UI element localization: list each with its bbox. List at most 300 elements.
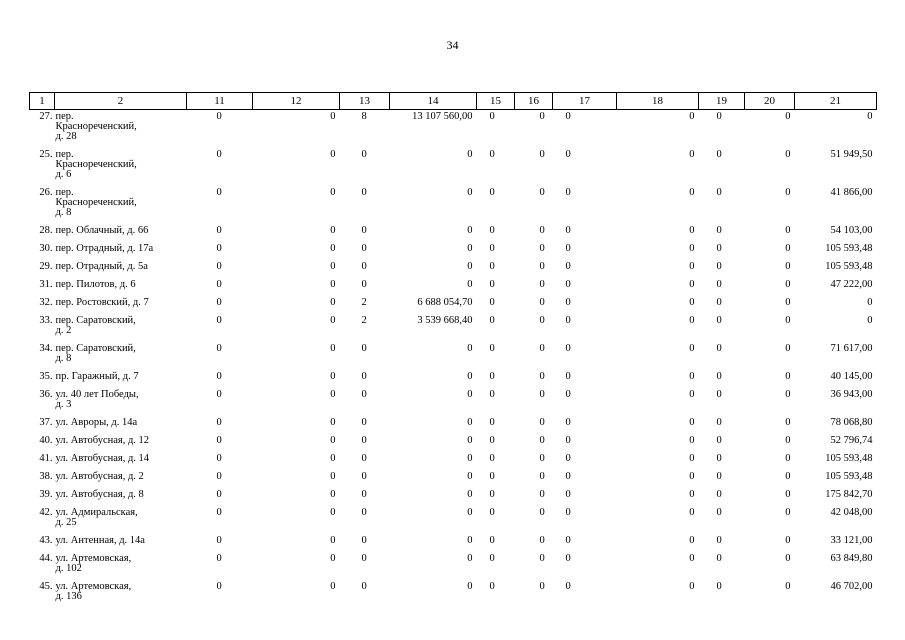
value-cell-16: 0 — [539, 416, 545, 428]
header-row — [30, 93, 877, 110]
value-cell-20: 0 — [785, 242, 791, 254]
address-cell — [55, 370, 187, 388]
value-cell-19: 0 — [716, 314, 722, 326]
value-cell-14: 0 — [467, 506, 473, 518]
column-header: 15 — [477, 93, 515, 110]
address-line: Краснореченский, — [55, 196, 137, 208]
value-cell-16: 0 — [539, 580, 545, 592]
value-cell-17: 0 — [565, 534, 571, 546]
value-cell-21: 52 796,74 — [830, 434, 873, 446]
value-cell-19: 0 — [716, 534, 722, 546]
address-line: д. 28 — [55, 131, 77, 142]
value-cell-19: 0 — [716, 370, 722, 382]
value-cell-20: 0 — [785, 388, 791, 400]
table-row — [30, 370, 877, 388]
value-cell-20: 0 — [785, 148, 791, 160]
address-line: д. 25 — [55, 516, 77, 528]
value-cell-12: 0 — [330, 278, 336, 290]
address-line: ул. Автобусная, д. 14 — [55, 452, 150, 464]
value-cell-21: 63 849,80 — [830, 552, 873, 564]
value-cell-21: 0 — [867, 314, 873, 326]
value-cell-12: 0 — [330, 242, 336, 254]
value-cell-18: 0 — [689, 186, 695, 198]
address-line: ул. Автобусная, д. 2 — [55, 470, 144, 482]
value-cell-18: 0 — [689, 470, 695, 482]
value-cell-20: 0 — [785, 224, 791, 236]
value-cell-14: 0 — [467, 224, 473, 236]
address-line: пер. Саратовский, — [55, 342, 136, 354]
value-cell-20: 0 — [785, 580, 791, 592]
value-cell-11: 0 — [216, 342, 222, 354]
address-line: пер. Пилотов, д. 6 — [55, 278, 136, 290]
value-cell-14: 0 — [467, 488, 473, 500]
column-header: 18 — [617, 93, 699, 110]
table-row — [30, 488, 877, 506]
address-line: пер. — [55, 186, 74, 198]
value-cell-19: 0 — [716, 388, 722, 400]
value-cell-14: 0 — [467, 416, 473, 428]
address-line: Краснореченский, — [55, 158, 137, 170]
value-cell-12: 0 — [330, 452, 336, 464]
value-cell-20: 0 — [785, 342, 791, 354]
row-number: 42. — [39, 506, 53, 518]
value-cell-15: 0 — [489, 111, 495, 122]
value-cell-16: 0 — [539, 434, 545, 446]
value-cell-15: 0 — [489, 296, 495, 308]
value-cell-16: 0 — [539, 260, 545, 272]
value-cell-14: 13 107 560,00 — [412, 111, 473, 122]
address-line: пер. Саратовский, — [55, 314, 136, 326]
address-line: ул. 40 лет Победы, — [55, 388, 139, 400]
value-cell-16: 0 — [539, 186, 545, 198]
value-cell-11: 0 — [216, 434, 222, 446]
value-cell-20: 0 — [785, 314, 791, 326]
value-cell-14: 0 — [467, 370, 473, 382]
address-line: ул. Автобусная, д. 8 — [55, 488, 144, 500]
value-cell-18: 0 — [689, 260, 695, 272]
value-cell-15: 0 — [489, 434, 495, 446]
value-cell-11: 0 — [216, 296, 222, 308]
address-cell — [55, 552, 187, 580]
value-cell-13: 2 — [361, 314, 367, 326]
row-number: 33. — [39, 314, 53, 326]
value-cell-20: 0 — [785, 370, 791, 382]
value-cell-15: 0 — [489, 488, 495, 500]
value-cell-18: 0 — [689, 534, 695, 546]
value-cell-11: 0 — [216, 506, 222, 518]
value-cell-14: 0 — [467, 186, 473, 198]
value-cell-17: 0 — [565, 242, 571, 254]
value-cell-13: 0 — [361, 452, 367, 464]
data-table — [29, 92, 877, 608]
table-row — [30, 342, 877, 370]
table-row — [30, 186, 877, 224]
address-cell — [55, 110, 187, 148]
table-row — [30, 110, 877, 148]
value-cell-11: 0 — [216, 111, 222, 122]
address-line: д. 2 — [55, 324, 72, 336]
value-cell-14: 0 — [467, 242, 473, 254]
table-row — [30, 388, 877, 416]
value-cell-17: 0 — [565, 488, 571, 500]
value-cell-14: 0 — [467, 388, 473, 400]
value-cell-14: 0 — [467, 580, 473, 592]
value-cell-11: 0 — [216, 186, 222, 198]
row-number: 45. — [39, 580, 53, 592]
value-cell-13: 0 — [361, 278, 367, 290]
value-cell-18: 0 — [689, 488, 695, 500]
value-cell-17: 0 — [565, 224, 571, 236]
value-cell-17: 0 — [565, 370, 571, 382]
table-row — [30, 242, 877, 260]
address-cell — [55, 434, 187, 452]
value-cell-17: 0 — [565, 470, 571, 482]
value-cell-11: 0 — [216, 370, 222, 382]
value-cell-11: 0 — [216, 242, 222, 254]
value-cell-15: 0 — [489, 148, 495, 160]
value-cell-16: 0 — [539, 534, 545, 546]
value-cell-17: 0 — [565, 296, 571, 308]
address-line: пер. Отрадный, д. 17а — [55, 242, 154, 254]
value-cell-12: 0 — [330, 580, 336, 592]
value-cell-18: 0 — [689, 452, 695, 464]
value-cell-11: 0 — [216, 260, 222, 272]
value-cell-19: 0 — [716, 242, 722, 254]
value-cell-16: 0 — [539, 552, 545, 564]
value-cell-16: 0 — [539, 242, 545, 254]
row-number: 44. — [39, 552, 53, 564]
address-line: д. 3 — [55, 398, 72, 410]
value-cell-18: 0 — [689, 434, 695, 446]
value-cell-15: 0 — [489, 186, 495, 198]
column-header: 12 — [253, 93, 340, 110]
value-cell-20: 0 — [785, 296, 791, 308]
value-cell-21: 105 593,48 — [825, 260, 873, 272]
column-header: 13 — [340, 93, 390, 110]
address-cell — [55, 342, 187, 370]
value-cell-21: 47 222,00 — [830, 278, 873, 290]
value-cell-15: 0 — [489, 242, 495, 254]
address-cell — [55, 186, 187, 224]
value-cell-17: 0 — [565, 506, 571, 518]
column-header: 11 — [187, 93, 253, 110]
value-cell-19: 0 — [716, 470, 722, 482]
value-cell-16: 0 — [539, 506, 545, 518]
column-header: 20 — [745, 93, 795, 110]
value-cell-15: 0 — [489, 342, 495, 354]
row-number: 32. — [39, 296, 53, 308]
value-cell-11: 0 — [216, 416, 222, 428]
value-cell-21: 33 121,00 — [830, 534, 873, 546]
address-line: ул. Артемовская, — [55, 552, 132, 564]
table-row — [30, 580, 877, 608]
address-line: пер. Облачный, д. 66 — [55, 224, 149, 236]
value-cell-20: 0 — [785, 552, 791, 564]
table-body — [30, 110, 877, 608]
value-cell-14: 6 688 054,70 — [417, 296, 473, 308]
value-cell-17: 0 — [565, 148, 571, 160]
address-line: ул. Артемовская, — [55, 580, 132, 592]
value-cell-12: 0 — [330, 370, 336, 382]
address-line: пер. — [55, 148, 74, 160]
value-cell-19: 0 — [716, 434, 722, 446]
value-cell-20: 0 — [785, 260, 791, 272]
value-cell-13: 8 — [361, 111, 367, 122]
address-cell — [55, 452, 187, 470]
value-cell-16: 0 — [539, 296, 545, 308]
address-line: ул. Авроры, д. 14а — [55, 416, 138, 428]
value-cell-21: 105 593,48 — [825, 452, 873, 464]
value-cell-15: 0 — [489, 370, 495, 382]
value-cell-12: 0 — [330, 342, 336, 354]
value-cell-20: 0 — [785, 506, 791, 518]
value-cell-12: 0 — [330, 224, 336, 236]
row-number: 41. — [39, 452, 53, 464]
value-cell-19: 0 — [716, 278, 722, 290]
value-cell-13: 0 — [361, 580, 367, 592]
value-cell-15: 0 — [489, 534, 495, 546]
table-row — [30, 416, 877, 434]
value-cell-16: 0 — [539, 370, 545, 382]
value-cell-15: 0 — [489, 452, 495, 464]
table-row — [30, 260, 877, 278]
value-cell-19: 0 — [716, 148, 722, 160]
row-number: 30. — [39, 242, 53, 254]
value-cell-15: 0 — [489, 224, 495, 236]
value-cell-17: 0 — [565, 416, 571, 428]
value-cell-20: 0 — [785, 470, 791, 482]
value-cell-19: 0 — [716, 260, 722, 272]
value-cell-21: 54 103,00 — [830, 224, 873, 236]
value-cell-11: 0 — [216, 470, 222, 482]
column-header: 14 — [390, 93, 477, 110]
value-cell-11: 0 — [216, 488, 222, 500]
value-cell-17: 0 — [565, 278, 571, 290]
value-cell-11: 0 — [216, 388, 222, 400]
value-cell-13: 0 — [361, 242, 367, 254]
value-cell-17: 0 — [565, 434, 571, 446]
row-number: 39. — [39, 488, 53, 500]
value-cell-11: 0 — [216, 278, 222, 290]
value-cell-18: 0 — [689, 296, 695, 308]
address-cell — [55, 470, 187, 488]
address-line: д. 136 — [55, 590, 82, 602]
address-line: д. 8 — [55, 206, 72, 218]
value-cell-21: 42 048,00 — [830, 506, 873, 518]
value-cell-14: 0 — [467, 470, 473, 482]
row-number: 37. — [39, 416, 53, 428]
value-cell-16: 0 — [539, 224, 545, 236]
address-cell — [55, 296, 187, 314]
value-cell-14: 0 — [467, 552, 473, 564]
value-cell-13: 2 — [361, 296, 367, 308]
value-cell-18: 0 — [689, 552, 695, 564]
table-row — [30, 470, 877, 488]
value-cell-18: 0 — [689, 342, 695, 354]
address-line: д. 6 — [55, 168, 72, 180]
value-cell-21: 71 617,00 — [830, 342, 873, 354]
value-cell-20: 0 — [785, 111, 791, 122]
value-cell-11: 0 — [216, 580, 222, 592]
value-cell-16: 0 — [539, 452, 545, 464]
table-row — [30, 278, 877, 296]
value-cell-19: 0 — [716, 186, 722, 198]
table-row — [30, 506, 877, 534]
value-cell-16: 0 — [539, 314, 545, 326]
page-number: 34 — [446, 38, 459, 52]
value-cell-20: 0 — [785, 534, 791, 546]
row-number: 31. — [39, 278, 53, 290]
value-cell-21: 105 593,48 — [825, 470, 873, 482]
value-cell-19: 0 — [716, 488, 722, 500]
table-row — [30, 224, 877, 242]
table-row — [30, 434, 877, 452]
value-cell-11: 0 — [216, 452, 222, 464]
value-cell-18: 0 — [689, 242, 695, 254]
table-row — [30, 148, 877, 186]
value-cell-18: 0 — [689, 416, 695, 428]
value-cell-19: 0 — [716, 296, 722, 308]
table-row — [30, 452, 877, 470]
value-cell-21: 46 702,00 — [830, 580, 873, 592]
value-cell-21: 105 593,48 — [825, 242, 873, 254]
value-cell-13: 0 — [361, 224, 367, 236]
address-line: ул. Антенная, д. 14а — [55, 534, 145, 546]
value-cell-12: 0 — [330, 388, 336, 400]
value-cell-17: 0 — [565, 111, 571, 122]
row-number: 26. — [39, 186, 53, 198]
value-cell-16: 0 — [539, 342, 545, 354]
value-cell-13: 0 — [361, 388, 367, 400]
value-cell-20: 0 — [785, 434, 791, 446]
value-cell-15: 0 — [489, 506, 495, 518]
value-cell-13: 0 — [361, 488, 367, 500]
address-line: ул. Адмиральская, — [55, 506, 138, 518]
value-cell-11: 0 — [216, 534, 222, 546]
value-cell-18: 0 — [689, 370, 695, 382]
value-cell-18: 0 — [689, 148, 695, 160]
value-cell-12: 0 — [330, 111, 336, 122]
value-cell-15: 0 — [489, 580, 495, 592]
address-cell — [55, 488, 187, 506]
value-cell-11: 0 — [216, 552, 222, 564]
value-cell-13: 0 — [361, 342, 367, 354]
value-cell-17: 0 — [565, 452, 571, 464]
column-header: 17 — [553, 93, 617, 110]
address-line: д. 102 — [55, 562, 82, 574]
value-cell-14: 0 — [467, 278, 473, 290]
value-cell-17: 0 — [565, 342, 571, 354]
value-cell-13: 0 — [361, 148, 367, 160]
value-cell-11: 0 — [216, 314, 222, 326]
value-cell-12: 0 — [330, 470, 336, 482]
value-cell-17: 0 — [565, 186, 571, 198]
value-cell-13: 0 — [361, 534, 367, 546]
value-cell-21: 78 068,80 — [830, 416, 873, 428]
value-cell-16: 0 — [539, 111, 545, 122]
row-number: 28. — [39, 224, 53, 236]
address-cell — [55, 148, 187, 186]
value-cell-12: 0 — [330, 506, 336, 518]
value-cell-12: 0 — [330, 488, 336, 500]
address-cell — [55, 580, 187, 608]
value-cell-15: 0 — [489, 278, 495, 290]
address-cell — [55, 260, 187, 278]
value-cell-13: 0 — [361, 260, 367, 272]
address-line: пр. Гаражный, д. 7 — [55, 370, 139, 382]
value-cell-14: 0 — [467, 434, 473, 446]
value-cell-13: 0 — [361, 186, 367, 198]
value-cell-18: 0 — [689, 111, 695, 122]
value-cell-13: 0 — [361, 370, 367, 382]
value-cell-17: 0 — [565, 580, 571, 592]
value-cell-19: 0 — [716, 342, 722, 354]
value-cell-21: 0 — [867, 296, 873, 308]
value-cell-19: 0 — [716, 452, 722, 464]
value-cell-21: 175 842,70 — [825, 488, 873, 500]
value-cell-16: 0 — [539, 278, 545, 290]
value-cell-18: 0 — [689, 506, 695, 518]
address-cell — [55, 278, 187, 296]
column-header: 19 — [699, 93, 745, 110]
value-cell-12: 0 — [330, 314, 336, 326]
value-cell-14: 0 — [467, 534, 473, 546]
value-cell-13: 0 — [361, 470, 367, 482]
value-cell-13: 0 — [361, 506, 367, 518]
value-cell-16: 0 — [539, 388, 545, 400]
table-row — [30, 314, 877, 342]
value-cell-20: 0 — [785, 186, 791, 198]
value-cell-14: 0 — [467, 342, 473, 354]
value-cell-16: 0 — [539, 488, 545, 500]
value-cell-21: 41 866,00 — [830, 186, 873, 198]
value-cell-20: 0 — [785, 278, 791, 290]
address-cell — [55, 416, 187, 434]
value-cell-19: 0 — [716, 506, 722, 518]
address-cell — [55, 506, 187, 534]
value-cell-12: 0 — [330, 296, 336, 308]
value-cell-12: 0 — [330, 434, 336, 446]
value-cell-13: 0 — [361, 416, 367, 428]
address-cell — [55, 388, 187, 416]
value-cell-12: 0 — [330, 260, 336, 272]
value-cell-14: 0 — [467, 148, 473, 160]
table-row — [30, 534, 877, 552]
value-cell-20: 0 — [785, 416, 791, 428]
value-cell-12: 0 — [330, 186, 336, 198]
value-cell-15: 0 — [489, 314, 495, 326]
address-line: ул. Автобусная, д. 12 — [55, 434, 150, 446]
value-cell-19: 0 — [716, 416, 722, 428]
row-number: 38. — [39, 470, 53, 482]
row-number: 25. — [39, 148, 53, 160]
value-cell-12: 0 — [330, 148, 336, 160]
column-header: 16 — [515, 93, 553, 110]
value-cell-15: 0 — [489, 470, 495, 482]
value-cell-18: 0 — [689, 314, 695, 326]
column-header: 1 — [30, 93, 55, 110]
address-line: д. 8 — [55, 352, 72, 364]
value-cell-16: 0 — [539, 148, 545, 160]
address-cell — [55, 224, 187, 242]
address-cell — [55, 314, 187, 342]
address-line: пер. Ростовский, д. 7 — [55, 296, 149, 308]
value-cell-14: 0 — [467, 260, 473, 272]
value-cell-15: 0 — [489, 260, 495, 272]
value-cell-21: 40 145,00 — [830, 370, 873, 382]
value-cell-17: 0 — [565, 314, 571, 326]
row-number: 40. — [39, 434, 53, 446]
